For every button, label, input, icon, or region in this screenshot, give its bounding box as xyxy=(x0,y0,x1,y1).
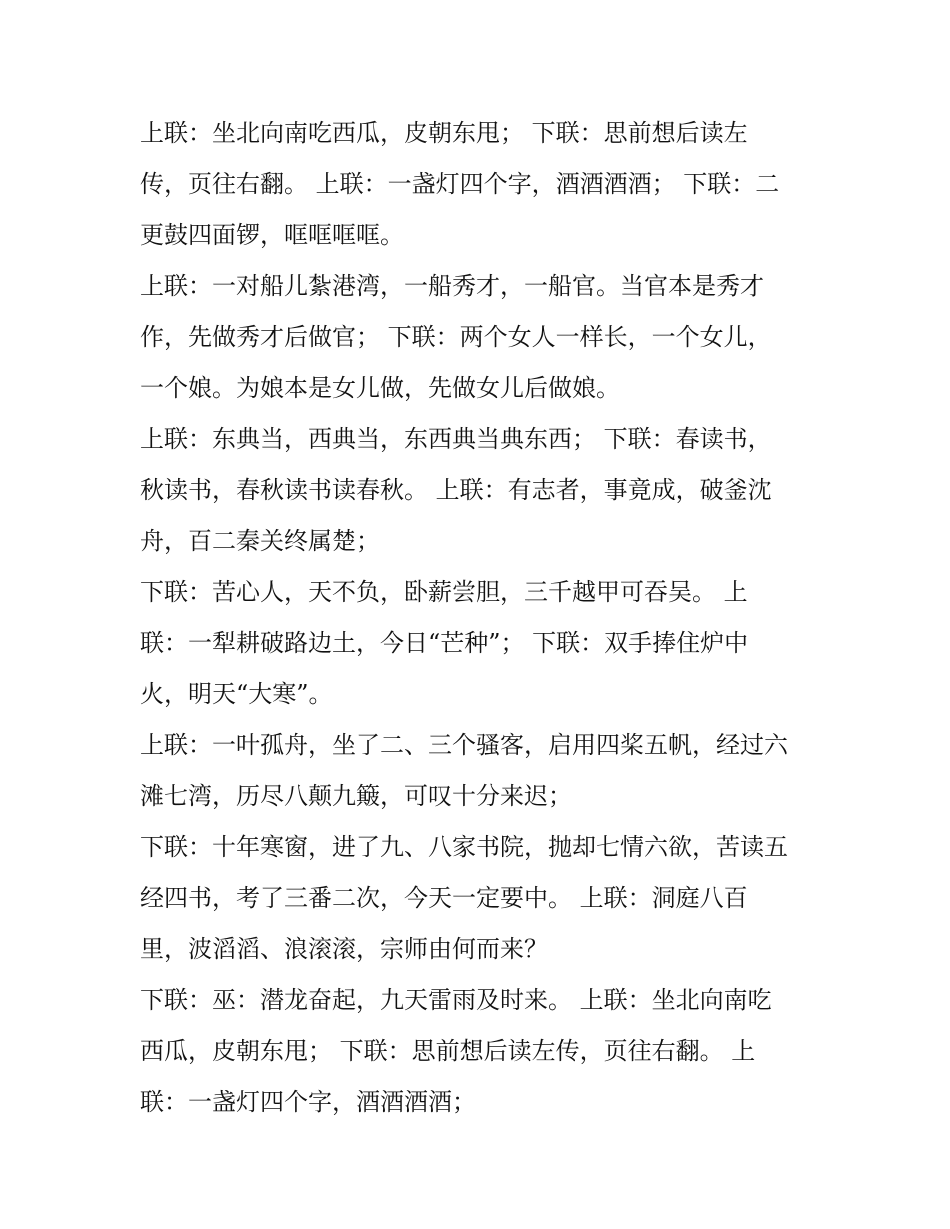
text-line: 经四书，考了三番二次，今天一定要中。 上联：洞庭八百 xyxy=(140,884,748,912)
text-line: 上联：一对船儿紮港湾，一船秀才，一船官。当官本是秀才 xyxy=(140,272,764,300)
text-line: 传，页往右翻。 上联：一盏灯四个字，酒酒酒酒； 下联：二 xyxy=(140,170,780,198)
text-line: 滩七湾，历尽八颠九簸，可叹十分来迟； xyxy=(140,782,572,810)
text-line: 联：一盏灯四个字，酒酒酒酒； xyxy=(140,1088,476,1116)
text-line: 上联：东典当，西典当，东西典当典东西； 下联：春读书， xyxy=(140,425,772,453)
text-line: 上联：一叶孤舟，坐了二、三个骚客，启用四桨五帆，经过六 xyxy=(140,731,788,759)
text-line: 上联：坐北向南吃西瓜，皮朝东甩； 下联：思前想后读左 xyxy=(140,119,748,147)
text-line: 里，波滔滔、浪滚滚，宗师由何而来？ xyxy=(140,935,548,963)
text-line: 秋读书，春秋读书读春秋。 上联：有志者，事竟成，破釜沈 xyxy=(140,476,772,504)
text-line: 火，明天“大寒”。 xyxy=(140,680,333,708)
text-line: 作，先做秀才后做官； 下联：两个女人一样长，一个女儿， xyxy=(140,323,772,351)
text-line: 更鼓四面锣，哐哐哐哐。 xyxy=(140,221,404,249)
text-line: 一个娘。为娘本是女儿做，先做女儿后做娘。 xyxy=(140,374,620,402)
text-line: 联：一犁耕破路边土，今日“芒种”； 下联：双手捧住炉中 xyxy=(140,629,749,657)
text-line: 西瓜，皮朝东甩； 下联：思前想后读左传，页往右翻。 上 xyxy=(140,1037,756,1065)
text-line: 舟，百二秦关终属楚； xyxy=(140,527,380,555)
text-line: 下联：巫：潜龙奋起，九天雷雨及时来。 上联：坐北向南吃 xyxy=(140,986,772,1014)
text-line: 下联：苦心人，天不负，卧薪尝胆，三千越甲可吞吴。 上 xyxy=(140,578,748,606)
document-body xyxy=(140,108,820,1128)
text-line: 下联：十年寒窗，进了九、八家书院，抛却七情六欲，苦读五 xyxy=(140,833,788,861)
